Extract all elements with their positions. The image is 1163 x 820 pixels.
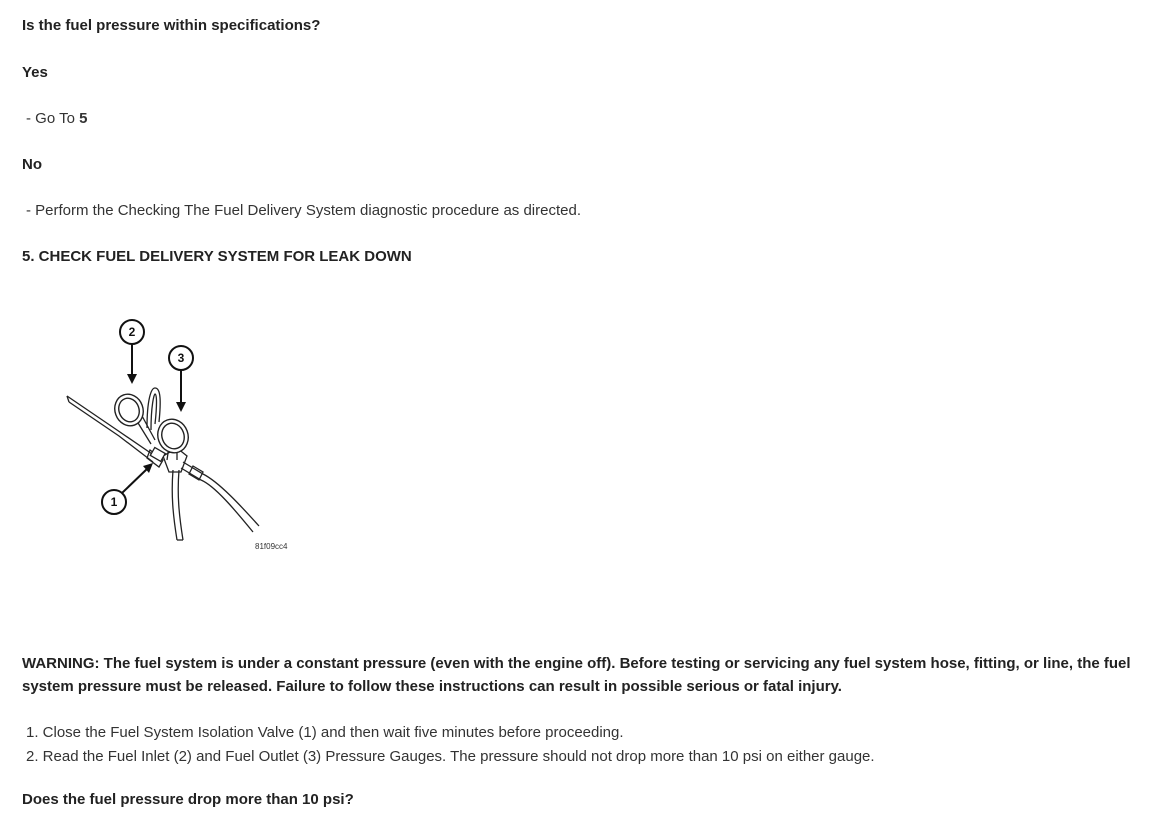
warning-text: WARNING: The fuel system is under a constant pressure (even with the engine off). Before testing or servicing any fuel system hose, fitting, or line, the fuel system pressure must be released. Failure to follow these instructions can result in possible serious or fatal injury. [22, 655, 1131, 695]
goto-text: Go To [35, 110, 80, 127]
list-item: 2. Read the Fuel Inlet (2) and Fuel Outlet (3) Pressure Gauges. The pressure should not drop more than 10 psi on either gauge. [26, 748, 875, 765]
perform-text: Perform the Checking The Fuel Delivery System diagnostic procedure as directed. [35, 202, 581, 219]
figure-code: 81f09cc4 [255, 542, 288, 551]
goto-step-link[interactable]: 5 [79, 110, 88, 127]
list-item: 1. Close the Fuel System Isolation Valve (1) and then wait five minutes before proceeding. [26, 724, 624, 741]
answer-no-label: No [22, 156, 42, 173]
callout-1: 1 [110, 495, 118, 509]
callout-3: 3 [177, 351, 185, 365]
question-pressure-spec: Is the fuel pressure within specifications? [22, 17, 321, 34]
answer-yes-label: Yes [22, 64, 48, 81]
yes-action [26, 110, 87, 127]
fuel-gauge-diagram [55, 310, 305, 560]
question-pressure-drop: Does the fuel pressure drop more than 10 psi? [22, 791, 354, 808]
procedure-steps [26, 721, 875, 769]
bullet-dash: - [26, 110, 36, 127]
bullet-dash: - [26, 202, 36, 219]
step-5-heading: 5. CHECK FUEL DELIVERY SYSTEM FOR LEAK DOWN [22, 248, 412, 265]
no-action [26, 202, 581, 219]
callout-2: 2 [128, 325, 136, 339]
